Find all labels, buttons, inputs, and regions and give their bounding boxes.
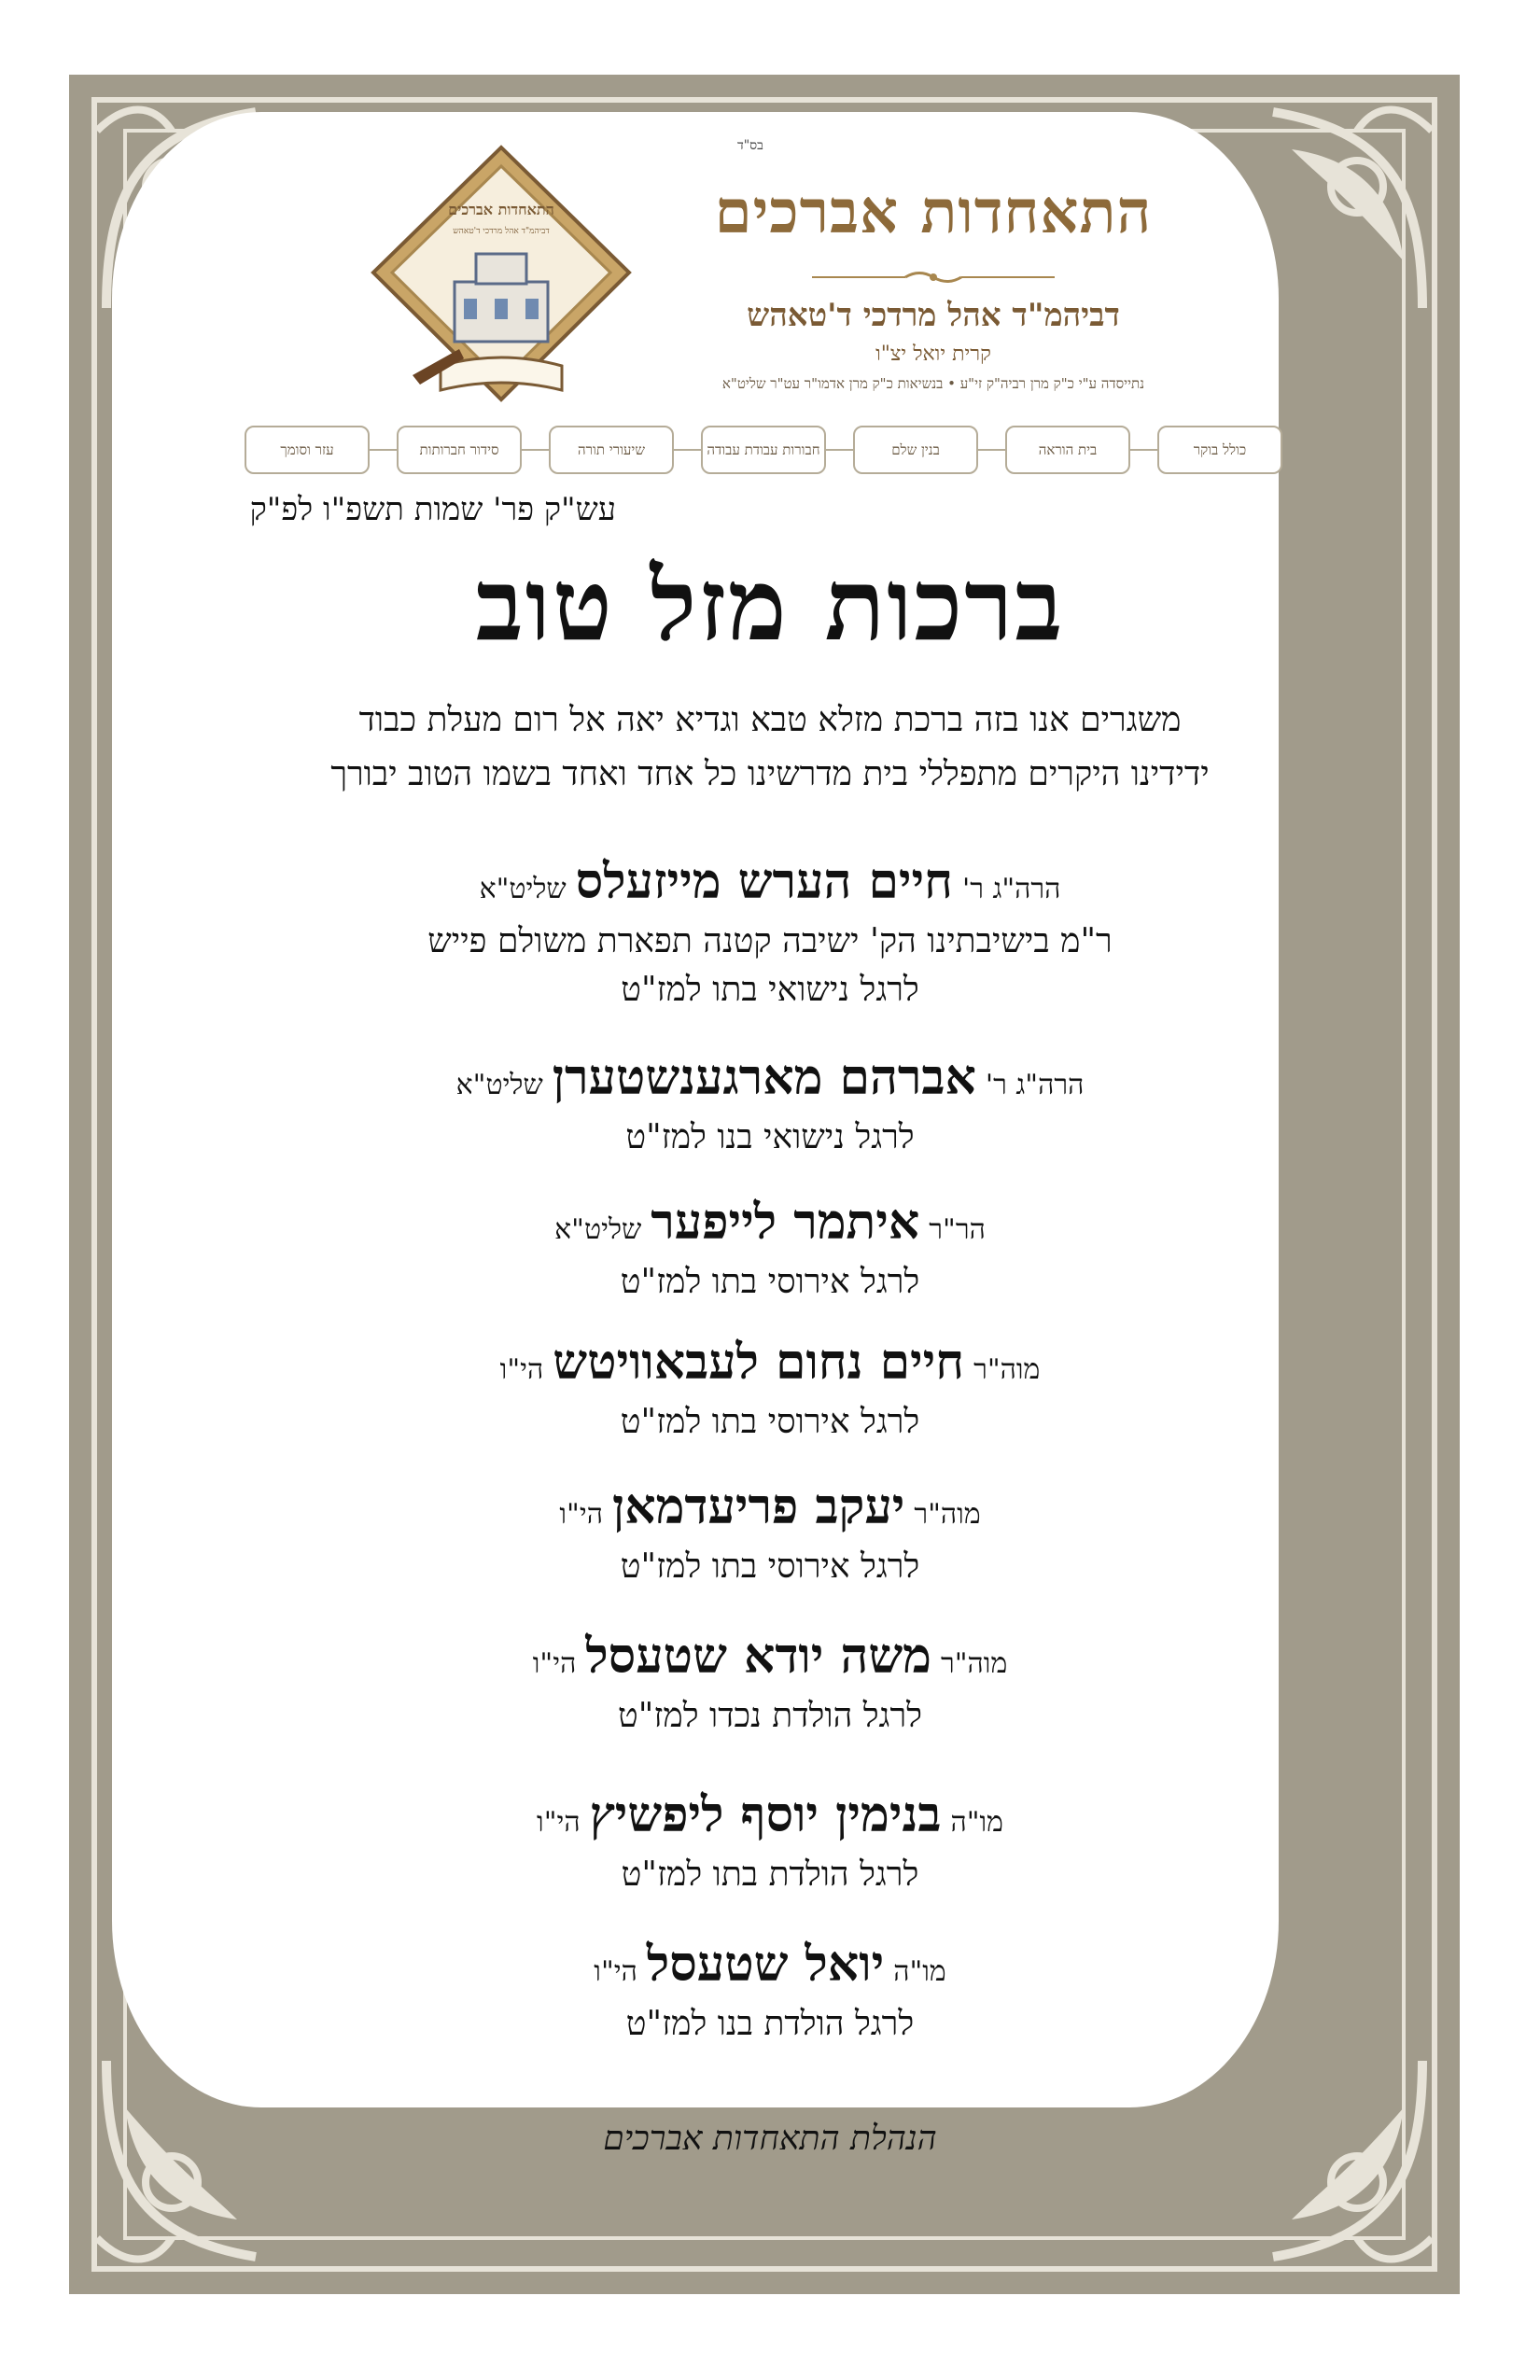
intro-line: משגרים אנו בזה ברכת מזלא טבא וגדיא יאה אל רום מעלת כבוד — [358, 701, 1182, 739]
flourish-divider-icon — [812, 269, 1055, 286]
blessing-entry — [187, 854, 1353, 1015]
honorific-suffix: הי"ו — [532, 1647, 577, 1680]
nav-item: כולל בוקר — [1157, 426, 1282, 474]
honorific-suffix: הי"ו — [499, 1353, 544, 1386]
blessing-entry — [187, 1335, 1353, 1447]
nav-item: סידור חברותות — [397, 426, 522, 474]
organization-subtitle: דביהמ"ד אהל מרדכי ד'טאהש — [747, 297, 1120, 334]
blessing-entry — [187, 1479, 1353, 1591]
blessing-line: לרגל נישואי בתו למז"ט — [621, 971, 919, 1009]
blessing-line: לרגל הולדת נכדו למז"ט — [618, 1697, 922, 1735]
honorific-suffix: הי"ו — [537, 1806, 581, 1839]
organization-founded-line: נתייסדה ע"י כ"ק מרן רביה"ק זי"ע • בנשיאות כ"ק מרן אדמו"ר עט"ר שליט"א — [721, 375, 1145, 392]
honorific-suffix: שליט"א — [554, 1213, 642, 1246]
blessing-entry — [187, 1937, 1353, 2049]
organization-title: התאחדות אברכים — [714, 177, 1153, 247]
blessing-line: לרגל אירוסי בתו למז"ט — [620, 1263, 920, 1301]
nav-item: עזר וסומך — [245, 426, 370, 474]
intro-line: ידידינו היקרים מתפללי בית מדרשינו כל אחד ואחד בשמו הטוב יבורך — [330, 755, 1210, 793]
nav-item: בית הוראה — [1005, 426, 1130, 474]
blessing-line: לרגל נישואי בנו למז"ט — [625, 1118, 915, 1156]
honoree-name: בנימין יוסף ליפשיץ — [589, 1786, 942, 1843]
honorific-prefix: מוה"ר — [973, 1353, 1041, 1386]
honorific-prefix: הרה"ג ר' — [985, 1069, 1085, 1101]
date-line: עש"ק פר' שמות תשפ"ו לפ"ק — [249, 491, 616, 528]
page-title: ברכות מזל טוב — [475, 546, 1065, 663]
honorific-prefix: מוה"ר — [914, 1498, 981, 1531]
honorific-suffix: הי"ו — [559, 1498, 603, 1531]
honorific-suffix: שליט"א — [479, 873, 567, 905]
honorific-suffix: הי"ו — [594, 1955, 637, 1988]
blessing-entry — [187, 1787, 1353, 1899]
honoree-name: חיים הערש מייזעלס — [575, 853, 953, 910]
honorific-prefix: מוה"ר — [941, 1647, 1008, 1680]
honoree-name: אברהם מארגענשטערן — [552, 1049, 976, 1106]
honorific-prefix: הרה"ג ר' — [961, 873, 1061, 905]
nav-item: חבורות עבודת עבודה — [701, 426, 826, 474]
department-nav — [245, 424, 1282, 476]
blessing-line: לרגל אירוסי בתו למז"ט — [620, 1547, 920, 1586]
honorific-prefix: מו"ה — [893, 1955, 946, 1988]
blessing-entry — [187, 1195, 1353, 1307]
emblem-title: התאחדות אברכים — [448, 201, 554, 218]
corner-ornament-icon — [1226, 2014, 1460, 2294]
blessing-entry — [187, 1629, 1353, 1741]
blessing-line: ר"מ בישיבתינו הק' ישיבה קטנה תפארת משולם פייש — [427, 922, 1113, 960]
honoree-name: משה יודא שטעסל — [585, 1628, 931, 1685]
honoree-name: יעקב פריעדמאן — [611, 1478, 905, 1535]
bsd-mark: בס"ד — [737, 138, 763, 153]
blessing-line: לרגל אירוסי בתו למז"ט — [620, 1403, 920, 1441]
honorific-prefix: מו"ה — [950, 1806, 1003, 1839]
honoree-name: חיים נחום לעבאוויטש — [553, 1334, 965, 1391]
blessing-line: לרגל הולדת בנו למז"ט — [625, 2005, 915, 2043]
organization-emblem-icon — [366, 142, 637, 422]
honoree-name: איתמר לייפער — [651, 1194, 920, 1251]
emblem-subtitle: דביהמ"ד אהל מרדכי ד'טאהש — [453, 227, 550, 236]
honorific-prefix: הר"ר — [929, 1213, 986, 1246]
organization-location: קרית יואל יצ"ו — [875, 343, 991, 366]
signature: הנהלת התאחדות אברכים — [603, 2120, 937, 2158]
blessing-line: לרגל הולדת בתו למז"ט — [621, 1855, 919, 1894]
honoree-name: יואל שטעסל — [646, 1936, 885, 1993]
nav-item: שיעורי תורה — [549, 426, 674, 474]
blessing-entry — [187, 1050, 1353, 1162]
honorific-suffix: שליט"א — [455, 1069, 543, 1101]
nav-item: בנין שלם — [853, 426, 978, 474]
